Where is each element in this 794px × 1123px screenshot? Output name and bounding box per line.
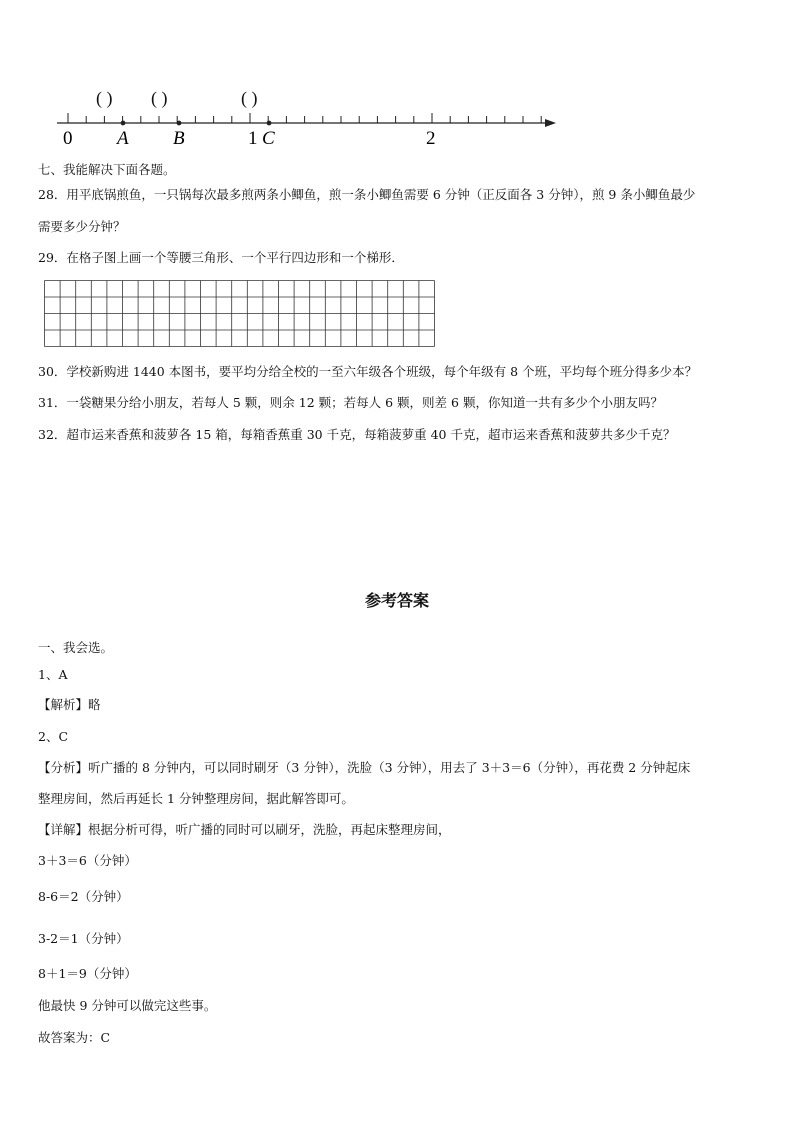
number-line-figure: [0, 0, 794, 160]
answer-2-detail: 【详解】根据分析可得，听广播的同时可以刷牙，洗脸，再起床整理房间，: [38, 822, 451, 837]
question-32: 32．超市运来香蕉和菠萝各 15 箱，每箱香蕉重 30 千克，每箱菠萝重 40 千克，超市运来香蕉和菠萝共多少千克？: [38, 427, 676, 442]
answer-blank-b[interactable]: ( ): [151, 88, 168, 108]
question-30: 30．学校新购进 1440 本图书，要平均分给全校的一至六年级各个班级，每个年级有 8 个班，平均每个班分得多少本？: [38, 364, 698, 379]
question-28-line2: 需要多少分钟？: [38, 219, 126, 234]
section7-heading: 七、我能解决下面各题。: [38, 162, 176, 177]
answer-2-analysis-line2: 整理房间，然后再延长 1 分钟整理房间，据此解答即可。: [38, 791, 354, 806]
calc-step-3: 3-2＝1（分钟）: [38, 931, 129, 946]
answer-2-final: 故答案为：C: [38, 1030, 111, 1045]
label-two: 2: [426, 128, 436, 149]
question-31: 31．一袋糖果分给小朋友，若每人 5 颗，则余 12 颗；若每人 6 颗，则差 6 颗，你知道一共有多少个小朋友吗？: [38, 395, 663, 410]
drawing-grid[interactable]: [44, 280, 436, 348]
answer-1: 1、A: [38, 667, 68, 682]
calc-step-4: 8＋1＝9（分钟）: [38, 966, 137, 981]
answer-blank-c[interactable]: ( ): [241, 88, 258, 108]
answers-section1-heading: 一、我会选。: [38, 640, 114, 655]
label-one: 1: [248, 128, 258, 149]
label-a: A: [117, 128, 129, 149]
label-zero: 0: [63, 128, 73, 149]
answer-2-conclusion: 他最快 9 分钟可以做完这些事。: [38, 998, 217, 1013]
number-line-ticks: [68, 113, 541, 123]
point-a-dot: [121, 121, 126, 126]
question-28-line1: 28．用平底锅煎鱼，一只锅每次最多煎两条小鲫鱼，煎一条小鲫鱼需要 6 分钟（正反面各 3 分钟），煎 9 条小鲫鱼最少: [38, 187, 696, 202]
number-line-arrow: [545, 119, 556, 127]
answer-blank-a[interactable]: ( ): [96, 88, 113, 108]
calc-step-2: 8-6＝2（分钟）: [38, 889, 129, 904]
answer-2-analysis-line1: 【分析】听广播的 8 分钟内，可以同时刷牙（3 分钟），洗脸（3 分钟），用去了 3＋3＝6（分钟），再花费 2 分钟起床: [38, 760, 691, 775]
calc-step-1: 3＋3＝6（分钟）: [38, 853, 137, 868]
label-c: C: [262, 128, 275, 149]
answer-2: 2、C: [38, 729, 69, 744]
point-c-dot: [267, 121, 272, 126]
point-b-dot: [177, 121, 182, 126]
answer-1-analysis: 【解析】略: [38, 697, 101, 712]
label-b: B: [173, 128, 185, 149]
question-29: 29．在格子图上画一个等腰三角形、一个平行四边形和一个梯形．: [38, 250, 404, 265]
answers-title: 参考答案: [364, 591, 429, 610]
